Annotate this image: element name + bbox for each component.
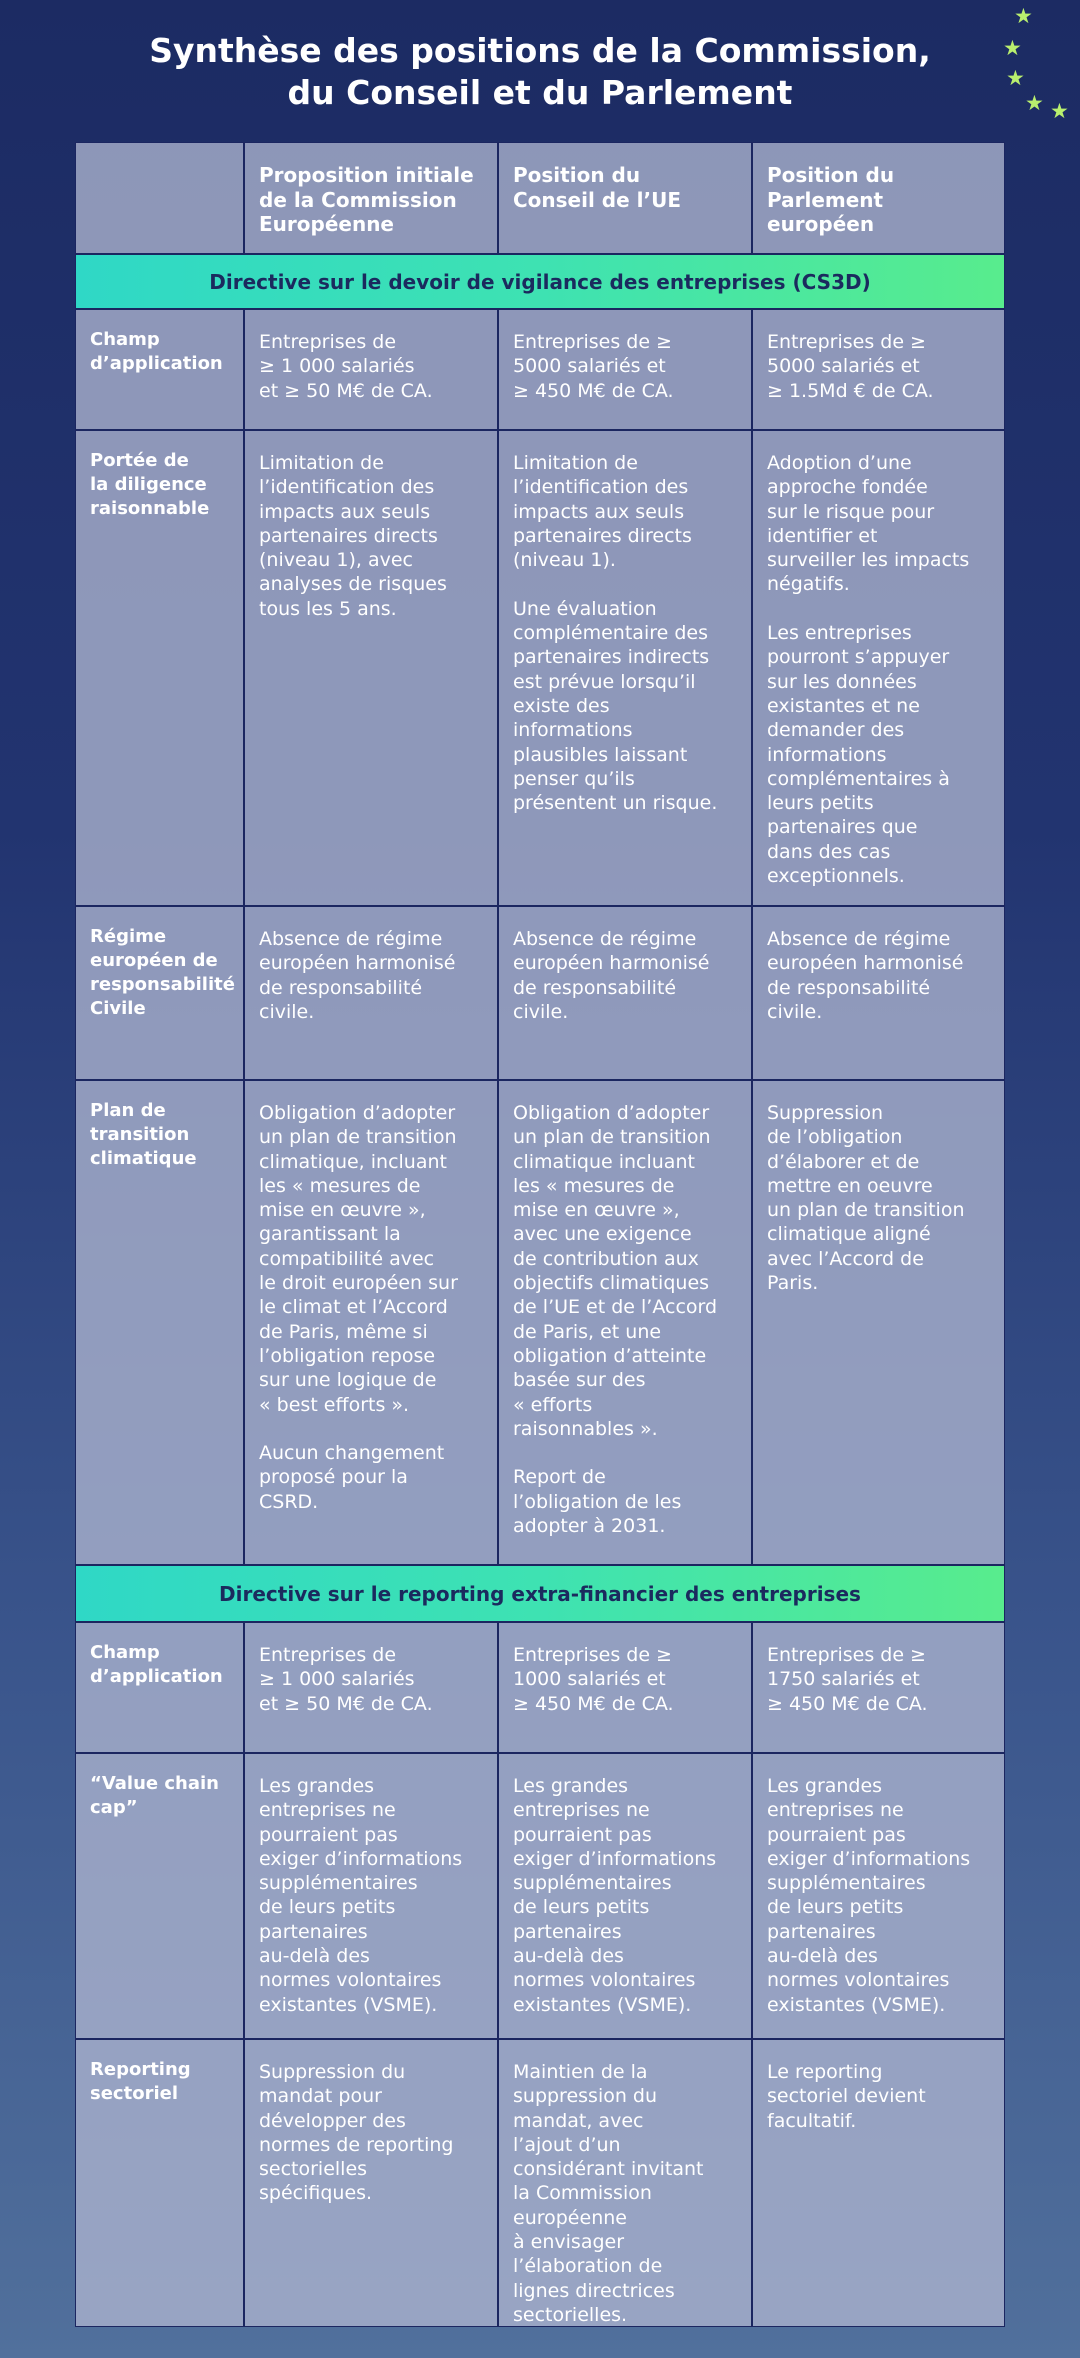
table-cell-conseil: Limitation de l’identification des impacts aux seuls partenaires directs (niveau 1). Une évaluation complémentaire des partenaires indirects est prévue lorsqu’il existe des informations plausibles laissant penser qu’ils présentent un risque. [498,430,752,906]
row-label-champ-application: Champ d’application [75,1622,244,1753]
row-label-reporting-sectoriel: Reporting sectoriel [75,2039,244,2327]
comparison-table [75,142,1005,2327]
header-parlement: Position du Parlement européen [752,142,1005,254]
table-cell-conseil: Entreprises de ≥ 1000 salariés et ≥ 450 M€ de CA. [498,1622,752,1753]
table-cell-conseil: Les grandes entreprises ne pourraient pas exiger d’informations supplémentaires de leurs petits partenaires au-delà des normes volontaires existantes (VSME). [498,1753,752,2039]
table-cell-parlement: Suppression de l’obligation d’élaborer et de mettre en oeuvre un plan de transition climatique aligné avec l’Accord de Paris. [752,1080,1005,1565]
table-cell-commission: Suppression du mandat pour développer des normes de reporting sectorielles spécifiques. [244,2039,498,2327]
table-cell-conseil: Maintien de la suppression du mandat, avec l’ajout d’un considérant invitant la Commission européenne à envisager l’élaboration de lignes directrices sectorielles. [498,2039,752,2327]
table-cell-parlement: Entreprises de ≥ 1750 salariés et ≥ 450 M€ de CA. [752,1622,1005,1753]
header-empty-cell [75,142,244,254]
row-label-champ-application: Champ d’application [75,309,244,430]
row-label-regime-responsabilite: Régime européen de responsabilité Civile [75,906,244,1080]
row-label-value-chain-cap: “Value chain cap” [75,1753,244,2039]
table-cell-commission: Entreprises de ≥ 1 000 salariés et ≥ 50 M€ de CA. [244,1622,498,1753]
table-cell-commission: Entreprises de ≥ 1 000 salariés et ≥ 50 M€ de CA. [244,309,498,430]
star-icon: ★ [1003,36,1022,60]
table-cell-commission: Limitation de l’identification des impacts aux seuls partenaires directs (niveau 1), avec analyses de risques tous les 5 ans. [244,430,498,906]
section-band-cs3d: Directive sur le devoir de vigilance des entreprises (CS3D) [75,254,1005,309]
header-commission: Proposition initiale de la Commission Européenne [244,142,498,254]
page-title-line-1: Synthèse des positions de la Commission, [149,31,931,70]
table-cell-conseil: Entreprises de ≥ 5000 salariés et ≥ 450 M€ de CA. [498,309,752,430]
star-icon: ★ [1006,66,1025,90]
section-band-reporting: Directive sur le reporting extra-financier des entreprises [75,1565,1005,1622]
page-title [0,30,1080,114]
row-label-plan-transition: Plan de transition climatique [75,1080,244,1565]
table-cell-conseil: Obligation d’adopter un plan de transition climatique incluant les « mesures de mise en œuvre », avec une exigence de contribution aux objectifs climatiques de l’UE et de l’Accord de Paris, et une obligation d’atteinte basée sur des « efforts raisonnables ». Report de l’obligation de les adopter à 2031. [498,1080,752,1565]
star-icon: ★ [1014,4,1033,28]
page-title-line-2: du Conseil et du Parlement [287,73,793,112]
row-label-portee-diligence: Portée de la diligence raisonnable [75,430,244,906]
table-cell-parlement: Les grandes entreprises ne pourraient pas exiger d’informations supplémentaires de leurs petits partenaires au-delà des normes volontaires existantes (VSME). [752,1753,1005,2039]
star-icon: ★ [1050,99,1069,123]
table-cell-parlement: Entreprises de ≥ 5000 salariés et ≥ 1.5Md € de CA. [752,309,1005,430]
header-conseil: Position du Conseil de l’UE [498,142,752,254]
table-cell-parlement: Adoption d’une approche fondée sur le risque pour identifier et surveiller les impacts négatifs. Les entreprises pourront s’appuyer sur les données existantes et ne demander des informations complémentaires à leurs petits partenaires que dans des cas exceptionnels. [752,430,1005,906]
table-cell-parlement: Absence de régime européen harmonisé de responsabilité civile. [752,906,1005,1080]
table-cell-commission: Obligation d’adopter un plan de transition climatique, incluant les « mesures de mise en œuvre », garantissant la compatibilité avec le droit européen sur le climat et l’Accord de Paris, même si l’obligation repose sur une logique de « best efforts ». Aucun changement proposé pour la CSRD. [244,1080,498,1565]
table-cell-commission: Absence de régime européen harmonisé de responsabilité civile. [244,906,498,1080]
table-cell-parlement: Le reporting sectoriel devient facultatif. [752,2039,1005,2327]
table-cell-commission: Les grandes entreprises ne pourraient pas exiger d’informations supplémentaires de leurs petits partenaires au-delà des normes volontaires existantes (VSME). [244,1753,498,2039]
table-cell-conseil: Absence de régime européen harmonisé de responsabilité civile. [498,906,752,1080]
star-icon: ★ [1025,91,1044,115]
